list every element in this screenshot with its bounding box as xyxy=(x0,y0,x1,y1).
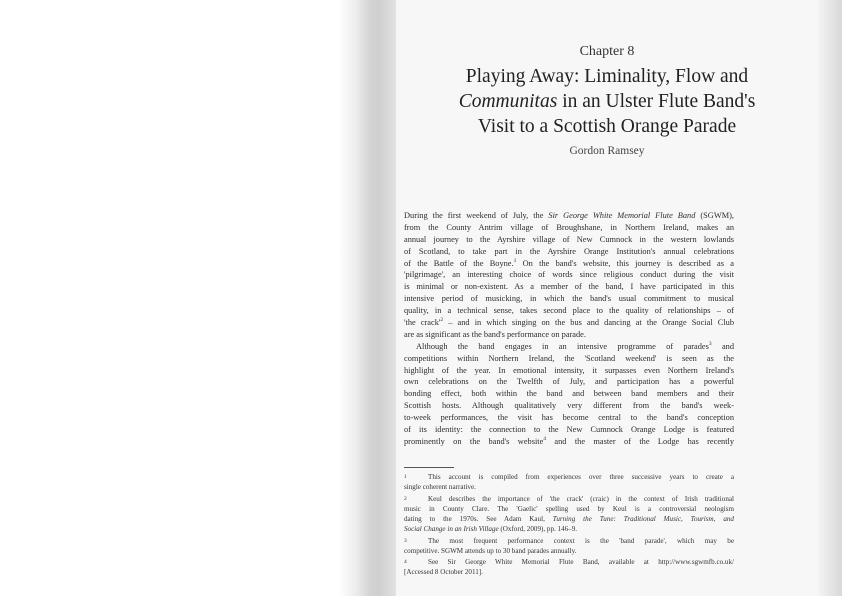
text-run: Scottish hosts. Although qualitatively very different from the band's week- xyxy=(404,401,734,411)
text-line xyxy=(404,376,734,388)
text-line xyxy=(404,365,734,377)
text-line xyxy=(404,210,734,222)
italic-run: Sir George White Memorial Flute Band xyxy=(548,211,696,220)
text-line xyxy=(404,504,734,514)
footnote xyxy=(404,494,734,534)
text-run: annual journey to the Ayrshire village of New Cumnock in the western lowlands xyxy=(404,234,734,244)
text-line xyxy=(404,222,734,234)
text-line xyxy=(404,494,734,504)
text-run: Although the band engages in an intensive programme of parades xyxy=(416,341,709,351)
text-line xyxy=(404,305,734,317)
page-edge-shadow xyxy=(818,0,842,596)
text-run: is minimal or non-existent. As a member of the band, I have participated in this xyxy=(404,282,734,292)
text-line xyxy=(404,234,734,246)
footnote xyxy=(404,472,734,492)
text-run: See Sir George White Memorial Flute Band, available at http://www.sgwmfb.co.uk/ xyxy=(428,558,734,567)
text-run: During the first weekend of July, the xyxy=(404,211,549,220)
italic-run: Social Change in an Irish Village xyxy=(404,524,499,533)
text-line xyxy=(404,293,734,305)
text-run: On the band's website, this journey is described as a xyxy=(516,258,734,268)
text-line xyxy=(404,329,734,341)
text-line xyxy=(404,412,734,424)
text-run: intensive period of musicking, in which the band's usual commitment to musical xyxy=(404,294,734,304)
text-run: (Oxford, 2009), pp. 146–9. xyxy=(498,524,578,533)
text-run: The most frequent performance context is the 'band parade', which may be xyxy=(428,536,734,545)
footnote-rule xyxy=(404,467,454,468)
text-line xyxy=(404,341,734,353)
text-run: Keul describes the importance of 'the crack' (craic) in the context of Irish traditional xyxy=(428,494,734,503)
text-run: 'the crack' xyxy=(404,318,441,328)
text-line xyxy=(404,546,734,556)
footnote-ref: 4 xyxy=(543,436,547,443)
text-line xyxy=(404,353,734,365)
text-run: [Accessed 8 October 2011]. xyxy=(404,568,483,577)
footnote-ref: 1 xyxy=(513,257,517,264)
text-line xyxy=(404,536,734,546)
title-line-2-rest: in an Ulster Flute Band's xyxy=(557,91,756,112)
body-text xyxy=(404,210,734,448)
footnote xyxy=(404,536,734,556)
text-run: This account is compiled from experiences over three successive years to create a xyxy=(428,473,734,481)
text-run: single coherent narrative. xyxy=(404,483,476,492)
title-line-2 xyxy=(396,89,818,114)
text-run: prominently on the band's website xyxy=(404,436,544,446)
title-line-3: Visit to a Scottish Orange Parade xyxy=(477,116,737,137)
text-run: from the County Antrim village of Broughshane, in Northern Ireland, makes an xyxy=(404,222,734,232)
text-run: – and in which singing on the bus and dancing at the Orange Social Club xyxy=(443,318,734,328)
paragraph xyxy=(404,341,734,448)
text-line xyxy=(404,557,734,567)
text-run: bonding effect, both within the band and between band members and their xyxy=(404,389,734,399)
text-run: to-week performances, the visit has become central to the band's conception xyxy=(404,413,734,423)
footnotes xyxy=(404,472,734,579)
text-run: dating to the 1970s. See Adam Kaul, xyxy=(404,514,553,523)
chapter-title xyxy=(396,64,818,139)
text-run: and xyxy=(711,341,734,351)
text-line xyxy=(404,524,734,534)
text-line xyxy=(404,388,734,400)
text-line xyxy=(404,424,734,436)
text-run: (SGWM), xyxy=(695,211,734,220)
text-run: and the master of the Lodge has recently xyxy=(546,436,734,446)
footnote-number: 3 xyxy=(404,537,407,544)
footnote-number: 2 xyxy=(404,495,407,502)
text-run: highlight of the year. In emotional intensity, it surpasses even Northern Ireland's xyxy=(404,365,734,375)
book-gutter-shadow xyxy=(338,0,396,596)
italic-run: Turning the Tune: Traditional Music, Tourism, and xyxy=(552,514,734,523)
text-run: quality, in a technical sense, takes second place to the quality of relationships – of xyxy=(404,306,734,316)
text-line xyxy=(404,281,734,293)
text-run: of Scotland, to take part in the Ayrshire Orange Institution's annual celebrations xyxy=(404,246,734,256)
text-run: of the Battle of the Boyne. xyxy=(404,258,514,268)
text-run: are as significant as the band's performance on parade. xyxy=(404,329,586,339)
chapter-author: Gordon Ramsey xyxy=(569,145,645,157)
text-line xyxy=(404,482,734,492)
text-line xyxy=(404,258,734,270)
text-line xyxy=(404,514,734,524)
text-line xyxy=(404,246,734,258)
text-line xyxy=(404,472,734,482)
text-run: 'pilgrimage', an interesting choice of words since religious conduct during the visit xyxy=(404,270,734,280)
text-run: competitions within Northern Ireland, the 'Scotland weekend' is seen as the xyxy=(404,353,734,363)
text-run: music in County Clare. The 'Gaelic' spelling used by Keul is a controversial neologism xyxy=(404,504,734,513)
text-line xyxy=(404,317,734,329)
title-italic-word: Communitas xyxy=(458,91,558,112)
chapter-number: Chapter 8 xyxy=(579,44,635,59)
right-page xyxy=(396,0,818,596)
footnote xyxy=(404,557,734,577)
footnote-number: 4 xyxy=(404,559,407,566)
text-run: of its identity: the connection to the New Cumnock Orange Lodge is featured xyxy=(404,425,734,435)
footnote-ref: 3 xyxy=(708,341,712,348)
paragraph xyxy=(404,210,734,341)
text-line xyxy=(404,436,734,448)
text-line xyxy=(404,400,734,412)
text-run: own celebrations on the Twelfth of July, and participation has a powerful xyxy=(404,377,734,387)
footnote-number: 1 xyxy=(404,474,407,480)
text-run: competitive. SGWM attends up to 30 band parades annually. xyxy=(404,546,577,555)
footnote-ref: 2 xyxy=(440,317,444,324)
text-line xyxy=(404,567,734,577)
left-blank-page xyxy=(0,0,338,596)
title-line-1: Playing Away: Liminality, Flow and xyxy=(465,66,749,87)
text-line xyxy=(404,269,734,281)
